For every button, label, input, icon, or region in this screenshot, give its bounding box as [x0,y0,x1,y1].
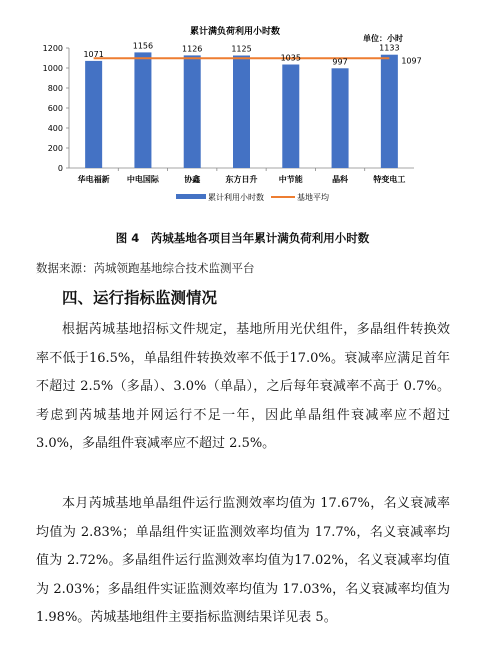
data-label: 1156 [132,41,154,51]
paragraph-monitoring-results: 本月芮城基地单晶组件运行监测效率均值为 17.67%，名义衰减率均值为 2.83%；单晶组件实证监测效率均值为 17.7%，名义衰减率均值为 2.72%。多晶组件运行监测效率均值为17.02%，名义衰减率均值为 2.03%；多晶组件实证监测效率均值为 17.03%，名义衰减率均值为 1.98%。芮城基地组件主要指标监测结果详见表 5。 [36,496,450,626]
bar [134,52,151,168]
data-label: 1035 [280,53,301,63]
chart-title: 累计满负荷利用小时数 [189,27,281,37]
data-label: 1071 [83,49,104,59]
data-label: 1126 [182,44,203,54]
x-tick-label: 协鑫 [184,175,201,184]
x-tick-label: 晶科 [332,175,349,184]
x-tick-label: 华电福新 [77,175,110,184]
y-tick-label: 1200 [42,44,63,53]
x-tick-label: 东方日升 [225,175,258,184]
figure-caption: 图 4 芮城基地各项目当年累计满负荷利用小时数 [115,231,370,245]
data-labels [83,41,421,66]
x-tick-label: 中电国际 [126,175,159,184]
chart-legend [176,192,329,202]
bar [184,55,201,168]
bar [233,56,250,169]
chart-unit-label: 单位：小时 [363,34,403,43]
data-label: 1125 [231,44,252,54]
bar [85,61,102,168]
data-label: 1133 [379,43,400,53]
y-tick-label: 200 [47,144,63,153]
bar [381,55,398,168]
y-tick-label: 1000 [42,64,63,73]
section-heading: 四、运行指标监测情况 [62,289,218,307]
data-label: 997 [332,57,348,67]
y-tick-label: 800 [47,84,63,93]
x-tick-label: 中节能 [278,175,303,184]
paragraph-requirements: 根据芮城基地招标文件规定，基地所用光伏组件，多晶组件转换效率不低于16.5%，单晶组件转换效率不低于17.0%。衰减率应满足首年不超过 2.5%（多晶）、3.0%（单晶），之后每年衰减率不高于 0.7%。考虑到芮城基地并网运行不足一年，因此单晶组件衰减率应不超过 3.0%，多晶组件衰减率应不超过 2.5%。 [36,322,450,452]
x-tick-label: 特变电工 [373,175,406,184]
legend-label-average: 基地平均 [297,193,329,202]
average-data-label: 1097 [401,56,422,66]
bar [332,68,349,168]
utilization-hours-chart [0,0,485,215]
legend-label-bars: 累计利用小时数 [208,193,264,202]
bar [282,65,299,169]
legend-swatch-bars [176,194,206,199]
y-tick-label: 0 [57,164,63,173]
y-tick-label: 600 [47,104,63,113]
y-tick-label: 400 [47,124,63,133]
data-source-note: 数据来源：芮城领跑基地综合技术监测平台 [36,261,255,275]
